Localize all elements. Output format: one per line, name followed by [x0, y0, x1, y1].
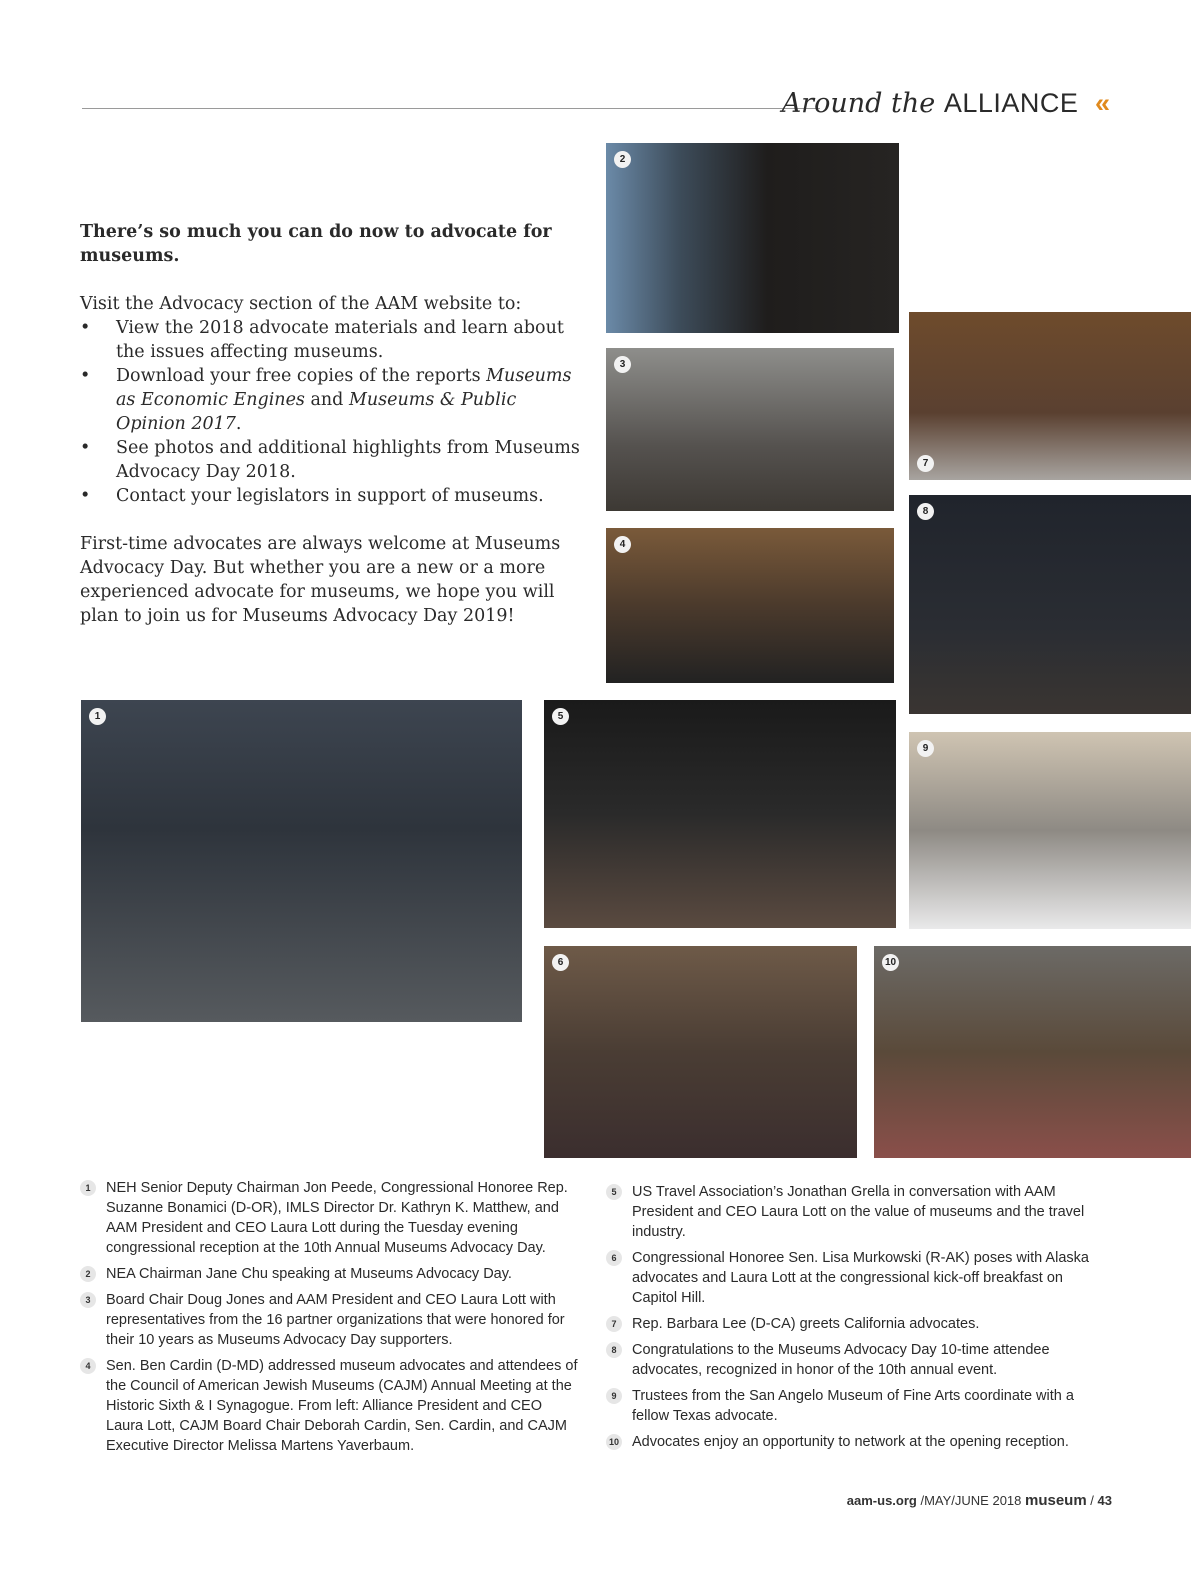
page-number: 43 [1097, 1493, 1112, 1508]
footer-magazine: museum [1025, 1492, 1087, 1509]
caption-item [606, 1182, 1111, 1242]
section-header [782, 88, 1110, 119]
photo-8 [909, 495, 1191, 714]
photo-number-badge: 10 [882, 954, 899, 971]
intro-lead: There’s so much you can do now to advocate for museums. [80, 222, 552, 266]
caption-number: 7 [606, 1316, 622, 1332]
intro-text [80, 220, 585, 628]
section-header-italic: Around the [781, 88, 936, 119]
photo-number-badge: 9 [917, 740, 934, 757]
caption-text: Congratulations to the Museums Advocacy Day 10-time attendee advocates, recognized in honor of the 10th annual event. [632, 1342, 1050, 1378]
photo-2 [606, 143, 899, 333]
photo-number-badge: 5 [552, 708, 569, 725]
footer-issue: /MAY/JUNE 2018 [916, 1493, 1025, 1508]
caption-text: NEH Senior Deputy Chairman Jon Peede, Congressional Honoree Rep. Suzanne Bonamici (D-OR), IMLS Director Dr. Kathryn K. Matthew, and AAM President and CEO Laura Lott during the Tuesday evening congressional reception at the 10th Annual Museums Advocacy Day. [106, 1180, 568, 1256]
photo-6 [544, 946, 857, 1158]
caption-item [80, 1356, 580, 1456]
photo-10 [874, 946, 1191, 1158]
caption-text: Rep. Barbara Lee (D-CA) greets California advocates. [632, 1316, 980, 1332]
photo-4 [606, 528, 894, 683]
caption-item [606, 1314, 1111, 1334]
photo-1 [81, 700, 522, 1022]
caption-item [80, 1290, 580, 1350]
caption-number: 1 [80, 1180, 96, 1196]
caption-item [606, 1248, 1111, 1308]
caption-text: Advocates enjoy an opportunity to network at the opening reception. [632, 1434, 1069, 1450]
bullet-text: See photos and additional highlights from Museums Advocacy Day 2018. [116, 438, 580, 482]
bullet-item [80, 316, 585, 364]
intro-bullet-list [80, 316, 585, 508]
caption-text: NEA Chairman Jane Chu speaking at Museums Advocacy Day. [106, 1266, 512, 1282]
photo-3 [606, 348, 894, 511]
photo-number-badge: 6 [552, 954, 569, 971]
photo-number-badge: 3 [614, 356, 631, 373]
caption-item [606, 1386, 1111, 1426]
bullet-item [80, 484, 585, 508]
photo-number-badge: 1 [89, 708, 106, 725]
page-footer [847, 1492, 1112, 1509]
bullet-item [80, 364, 585, 436]
caption-text: US Travel Association’s Jonathan Grella in conversation with AAM President and CEO Laura Lott on the value of museums and the travel industry. [632, 1184, 1085, 1240]
footer-separator: / [1086, 1493, 1098, 1508]
caption-number: 9 [606, 1388, 622, 1404]
photo-5 [544, 700, 896, 928]
header-rule [82, 108, 820, 109]
caption-item [606, 1340, 1111, 1380]
caption-number: 8 [606, 1342, 622, 1358]
intro-visit-line: Visit the Advocacy section of the AAM website to: [80, 294, 522, 314]
bullet-item [80, 436, 585, 484]
intro-closing: First-time advocates are always welcome at Museums Advocacy Day. But whether you are a new or a more experienced advocate for museums, we hope you will plan to join us for Museums Advocacy Day 2019! [80, 534, 561, 626]
caption-number: 10 [606, 1434, 622, 1450]
caption-number: 4 [80, 1358, 96, 1374]
photo-number-badge: 4 [614, 536, 631, 553]
chevron-left-icon: « [1094, 88, 1110, 118]
bullet-text: Download your free copies of the reports [116, 366, 487, 386]
bullet-text: . [235, 414, 242, 434]
caption-number: 3 [80, 1292, 96, 1308]
caption-number: 6 [606, 1250, 622, 1266]
bullet-text: View the 2018 advocate materials and learn about the issues affecting museums. [116, 318, 564, 362]
report-title-2: Museums & Public Opinion 2017 [116, 390, 517, 434]
report-title-1: Museums as Economic Engines [116, 366, 572, 410]
photo-number-badge: 2 [614, 151, 631, 168]
bullet-text: Contact your legislators in support of museums. [116, 486, 544, 506]
photo-9 [909, 732, 1191, 929]
bullet-text: and [304, 390, 349, 410]
caption-text: Trustees from the San Angelo Museum of Fine Arts coordinate with a fellow Texas advocate. [632, 1388, 1074, 1424]
captions-left-column [80, 1178, 580, 1462]
caption-number: 5 [606, 1184, 622, 1200]
photo-7 [909, 312, 1191, 480]
caption-text: Sen. Ben Cardin (D-MD) addressed museum advocates and attendees of the Council of American Jewish Museums (CAJM) Annual Meeting at the Historic Sixth & I Synagogue. From left: Alliance President and CEO Laura Lott, CAJM Board Chair Deborah Cardin, Sen. Cardin, and CAJM Executive Director Melissa Martens Yaverbaum. [106, 1358, 578, 1454]
caption-item [606, 1432, 1111, 1452]
caption-item [80, 1178, 580, 1258]
caption-text: Congressional Honoree Sen. Lisa Murkowski (R-AK) poses with Alaska advocates and Laura Lott at the congressional kick-off breakfast on Capitol Hill. [632, 1250, 1089, 1306]
caption-text: Board Chair Doug Jones and AAM President and CEO Laura Lott with representatives from the 16 partner organizations that were honored for their 10 years as Museums Advocacy Day supporters. [106, 1292, 565, 1348]
footer-url: aam-us.org [846, 1493, 917, 1508]
photo-number-badge: 8 [917, 503, 934, 520]
captions-right-column [606, 1182, 1111, 1458]
photo-number-badge: 7 [917, 455, 934, 472]
caption-number: 2 [80, 1266, 96, 1282]
section-header-caps: ALLIANCE [943, 88, 1079, 118]
caption-item [80, 1264, 580, 1284]
